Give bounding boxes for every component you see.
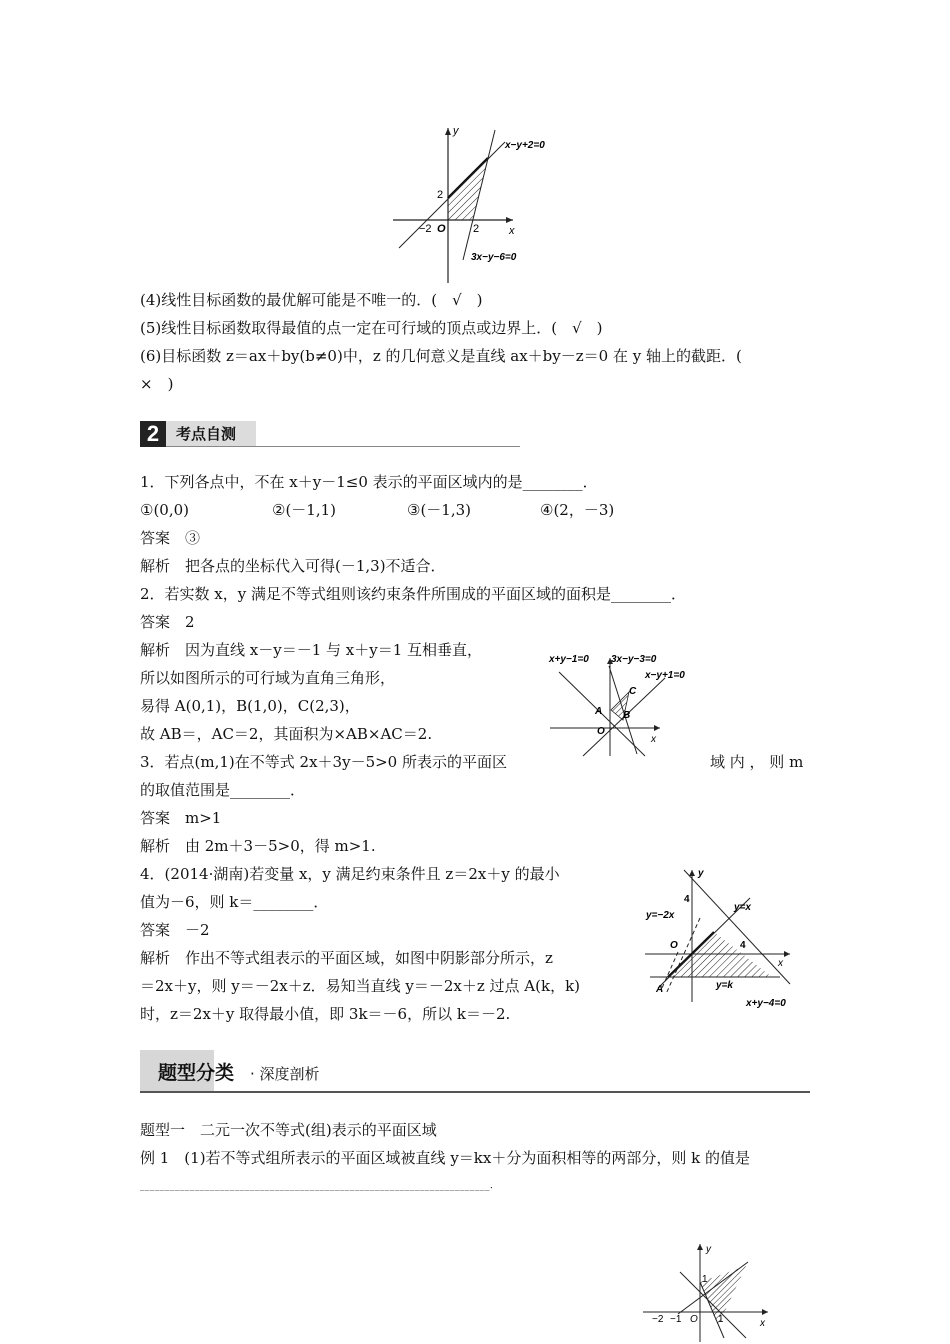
q3-stem-1b: 域 内 ， 则 m	[710, 753, 804, 771]
tick-neg2-x: −2	[419, 223, 432, 235]
statement-6-answer: × )	[140, 375, 174, 393]
example1-blank: ______________________________________________________________________．	[140, 1181, 500, 1191]
section-header-subtitle: · 深度剖析	[250, 1065, 320, 1083]
type1-title: 题型一 二元一次不等式(组)表示的平面区域	[140, 1121, 437, 1139]
origin-label: O	[597, 726, 605, 737]
tick-4-x: 4	[740, 940, 746, 951]
x-axis-label: x	[509, 225, 515, 237]
line-label-1: x−y+2=0	[505, 140, 545, 151]
tick-neg1: −1	[670, 1314, 682, 1325]
statement-6: (6)目标函数 z＝ax＋by(b≠0)中，z 的几何意义是直线 ax＋by－z＝0 在 y 轴上的截距．(	[140, 347, 742, 365]
q1-option-3: ③(－1,3)	[407, 501, 472, 519]
q4-answer: 答案 －2	[140, 921, 210, 939]
y-axis-label: y	[706, 1244, 711, 1255]
tick-1-x: 1	[718, 1314, 724, 1325]
q3-answer: 答案 m>1	[140, 809, 222, 827]
section-header-title: 题型分类	[158, 1062, 235, 1084]
tick-2-y: 2	[437, 189, 444, 201]
point-b-label: B	[623, 710, 631, 721]
q4-stem-2: 值为－6，则 k＝________．	[140, 893, 329, 911]
q1-option-2: ②(－1,1)	[272, 501, 337, 519]
q1-stem: 1．下列各点中，不在 x＋y－1≤0 表示的平面区域内的是________．	[140, 473, 598, 491]
q2-stem: 2．若实数 x，y 满足不等式组则该约束条件所围成的平面区域的面积是________．	[140, 585, 687, 603]
section-title: 考点自测	[166, 421, 256, 447]
q1-explanation: 解析 把各点的坐标代入可得(－1,3)不适合．	[140, 557, 446, 575]
point-a-label: A	[656, 984, 664, 995]
point-c-label: C	[629, 686, 637, 697]
line-label-b: 3x−y−3=0	[611, 654, 657, 665]
tick-neg2: −2	[652, 1314, 664, 1325]
figure-feasible-region-2	[545, 648, 705, 758]
x-axis-label: x	[651, 734, 656, 745]
origin-label: O	[437, 223, 446, 235]
y-axis-label: y	[453, 125, 459, 137]
example1-stem: 例 1 (1)若不等式组所表示的平面区域被直线 y＝kx＋分为面积相等的两部分，则 k 的值是	[140, 1149, 750, 1167]
figure-feasible-region-1	[385, 120, 565, 285]
line-label-c: x−y+1=0	[645, 670, 685, 681]
line-label-yx: y=x	[734, 902, 751, 913]
tick-2-x: 2	[473, 223, 480, 235]
q4-explanation-3: 时，z＝2x＋y 取得最小值，即 3k＝－6，所以 k＝－2.	[140, 1005, 511, 1023]
q3-explanation: 解析 由 2m＋3－5>0，得 m>1.	[140, 837, 376, 855]
origin-label: O	[690, 1314, 698, 1325]
section-header-rule	[140, 1091, 810, 1093]
line-label-yk: y=k	[716, 980, 733, 991]
q2-explanation-4: 故 AB＝，AC＝2，其面积为×AB×AC＝2.	[140, 725, 433, 743]
q3-stem-2: 的取值范围是________．	[140, 781, 306, 799]
line-label-2: 3x−y−6=0	[471, 252, 517, 263]
figure-feasible-region-3	[640, 862, 815, 1012]
section-divider	[166, 446, 520, 447]
x-axis-label: x	[778, 958, 783, 969]
origin-label: O	[670, 940, 678, 951]
y-axis-label: y	[698, 868, 704, 879]
q2-explanation-1: 解析 因为直线 x－y＝－1 与 x＋y＝1 互相垂直，	[140, 641, 483, 659]
section-number: 2	[140, 421, 166, 447]
tick-1-y: 1	[702, 1274, 708, 1285]
point-a-label: A	[595, 706, 603, 717]
q3-stem-1: 3．若点(m,1)在不等式 2x＋3y－5>0 所表示的平面区	[140, 753, 507, 771]
line-label-xy4: x+y−4=0	[746, 998, 786, 1009]
q1-option-1: ①(0,0)	[140, 501, 190, 519]
q2-explanation-3: 易得 A(0,1)，B(1,0)，C(2,3)，	[140, 697, 360, 715]
line-label-a: x+y−1=0	[549, 654, 589, 665]
tick-4-y: 4	[684, 894, 690, 905]
x-axis-label: x	[760, 1318, 765, 1329]
line-label-ym2x: y=−2x	[646, 910, 675, 921]
figure-feasible-region-4	[638, 1238, 778, 1342]
q2-answer: 答案 2	[140, 613, 195, 631]
q4-explanation-1: 解析 作出不等式组表示的平面区域，如图中阴影部分所示，z	[140, 949, 553, 967]
q4-explanation-2: ＝2x＋y，则 y＝－2x＋z．易知当直线 y＝－2x＋z 过点 A(k，k)	[140, 977, 581, 995]
q4-stem-1: 4．(2014·湖南)若变量 x，y 满足约束条件且 z＝2x＋y 的最小	[140, 865, 560, 883]
q1-answer: 答案 ③	[140, 529, 201, 547]
q1-option-4: ④(2，－3)	[540, 501, 615, 519]
statement-5: (5)线性目标函数取得最值的点一定在可行域的顶点或边界上．( √ )	[140, 319, 603, 337]
statement-4: (4)线性目标函数的最优解可能是不唯一的．( √ )	[140, 291, 483, 309]
q2-explanation-2: 所以如图所示的可行域为直角三角形，	[140, 669, 396, 687]
